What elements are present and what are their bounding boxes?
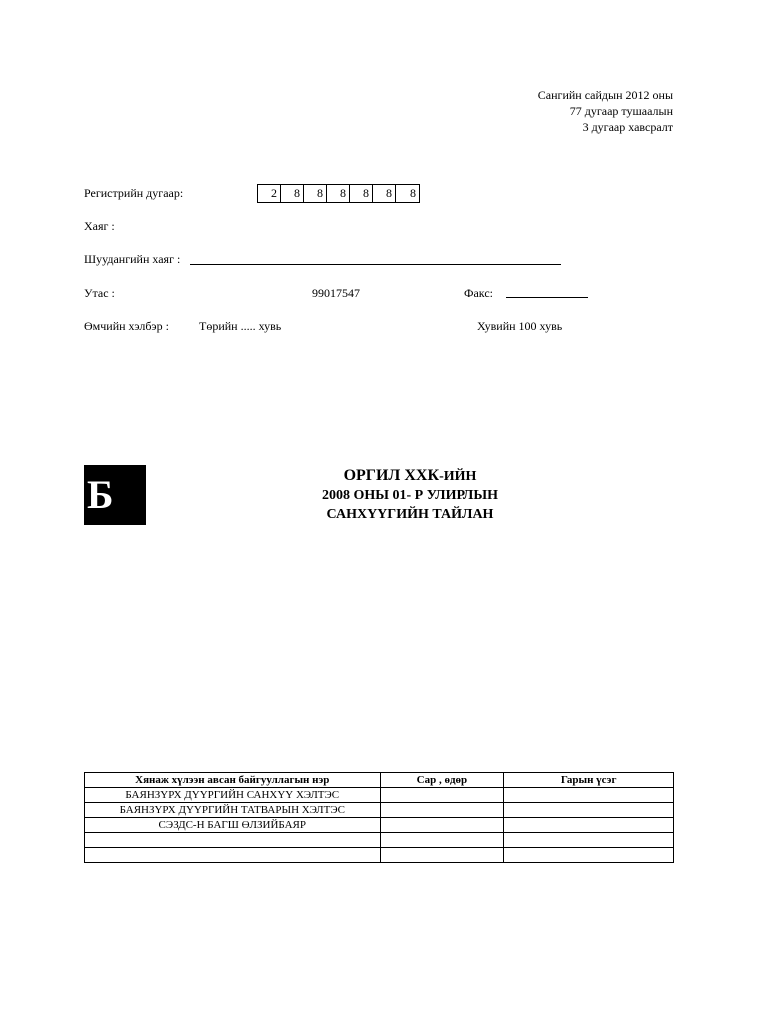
registration-number-boxes [257,184,420,203]
appendix-note-line3: 3 дугаар хавсралт [582,120,673,134]
report-title-line2: 2008 ОНЫ 01- Р УЛИРЛЫН [321,488,498,503]
registration-digit: 8 [304,185,327,202]
registration-digit: 8 [373,185,396,202]
registration-digit: 8 [410,186,416,200]
mailbox-label: Шуудангийн хаяг : [84,252,181,266]
appendix-note-line1: Сангийн сайдын 2012 оны [537,88,673,102]
phone-value: 99017547 [312,286,360,300]
company-name: ОРГИЛ ХХК [343,467,440,484]
registration-digit: 8 [350,185,373,202]
column-header-signature: Гарын үсэг [504,773,674,788]
mailbox-underline [190,264,561,265]
table-cell: СЭЗДС-Н БАГШ ӨЛЗИЙБАЯР [85,818,381,833]
ownership-state: Төрийн ..... хувь [199,319,282,333]
table-cell [85,848,381,863]
fax-underline [506,297,588,298]
table-row [85,803,674,818]
table-cell [504,833,674,848]
table-cell [85,833,381,848]
ownership-private: Хувийн 100 хувь [477,319,563,333]
table-cell [380,848,504,863]
table-cell [504,848,674,863]
fax-label: Факс: [464,286,493,300]
table-header-row [85,773,674,788]
phone-label: Утас : [84,286,115,300]
table-row [85,818,674,833]
table-cell: БАЯНЗҮРХ ДҮҮРГИЙН САНХҮҮ ХЭЛТЭС [85,788,381,803]
table-cell [380,803,504,818]
table-row [85,788,674,803]
company-suffix: -ИЙН [439,469,477,484]
column-header-date: Сар , өдөр [380,773,504,788]
form-letter-badge: Б [84,465,146,525]
review-signature-table [84,772,674,863]
ownership-label: Өмчийн хэлбэр : [84,319,169,333]
table-cell [380,818,504,833]
registration-digit: 8 [327,185,350,202]
appendix-note [538,87,673,135]
table-cell [504,788,674,803]
registration-label: Регистрийн дугаар: [84,186,184,200]
table-row [85,848,674,863]
column-header-organization: Хянаж хүлээн авсан байгууллагын нэр [85,773,381,788]
table-cell [504,818,674,833]
registration-digit: 2 [258,185,281,202]
table-cell [504,803,674,818]
table-cell [380,833,504,848]
appendix-note-line2: 77 дугаар тушаалын [569,104,673,118]
table-cell [380,788,504,803]
table-cell: БАЯНЗҮРХ ДҮҮРГИЙН ТАТВАРЫН ХЭЛТЭС [85,803,381,818]
registration-digit: 8 [281,185,304,202]
report-title-line1 [300,467,520,485]
report-title-line3: САНХҮҮГИЙН ТАЙЛАН [326,507,494,522]
table-row [85,833,674,848]
address-label: Хаяг : [84,219,115,233]
